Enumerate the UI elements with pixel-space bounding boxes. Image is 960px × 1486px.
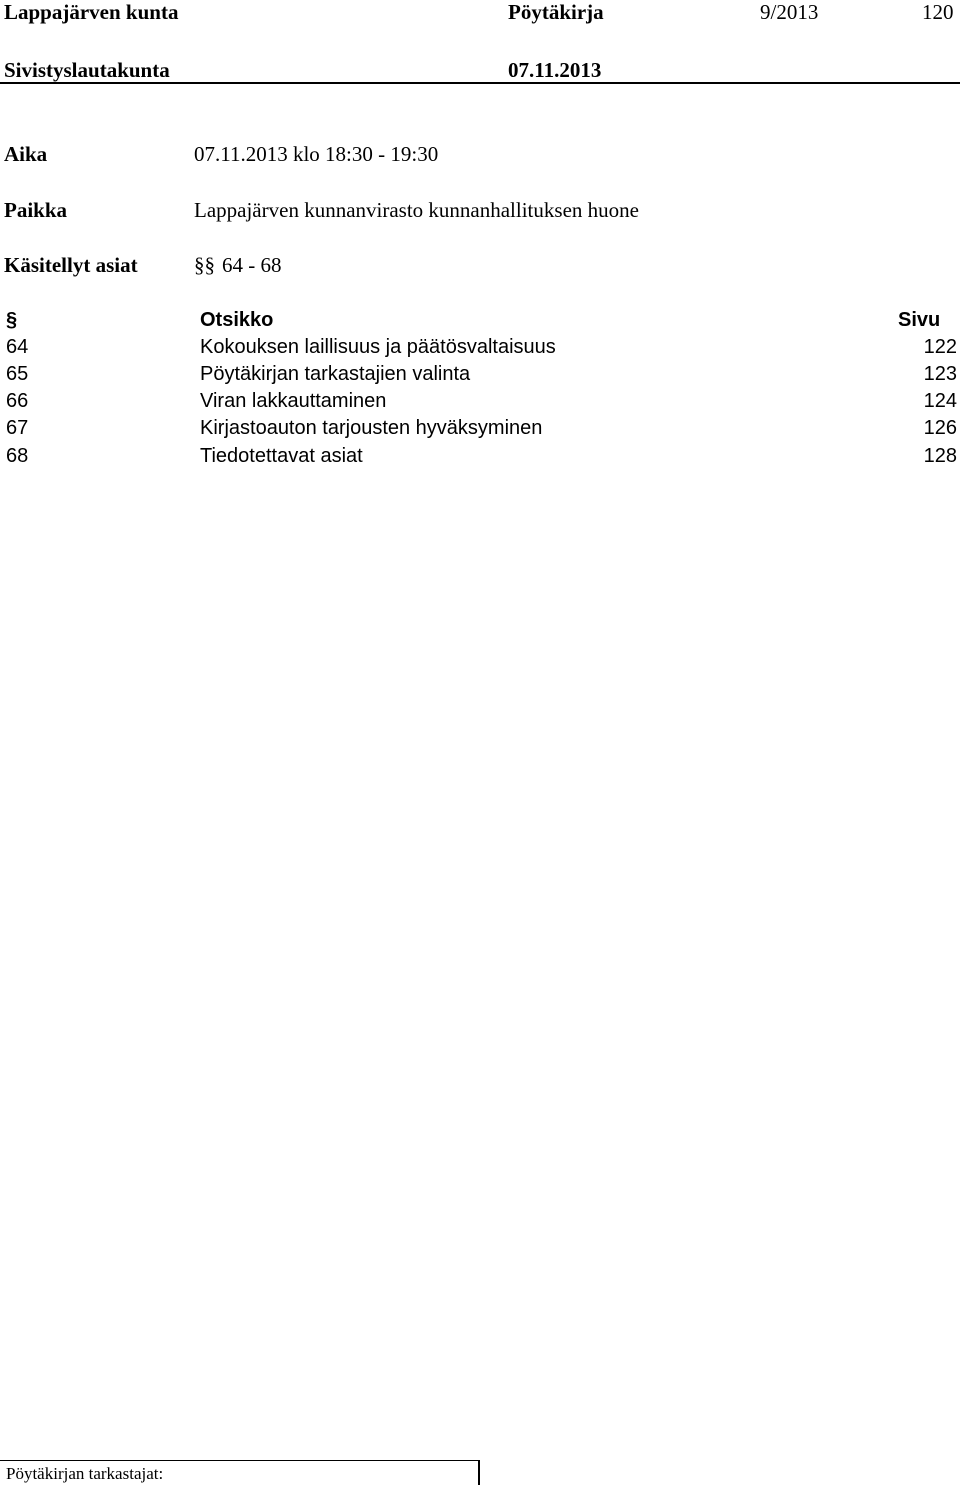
col-section-header: § <box>6 309 18 331</box>
col-page-header: Sivu <box>898 309 941 331</box>
row-title: Kokouksen laillisuus ja päätösvaltaisuus <box>200 336 556 358</box>
municipality-name: Lappajärven kunta <box>4 0 179 24</box>
document-number: 9/2013 <box>760 0 819 24</box>
col-title-header: Otsikko <box>200 309 274 331</box>
row-page: 128 <box>923 445 957 467</box>
table-row <box>0 445 960 472</box>
table-row <box>0 390 960 417</box>
table-row <box>0 336 960 363</box>
items-label: Käsitellyt asiat <box>4 253 138 277</box>
items-symbol: §§ <box>194 253 215 277</box>
meeting-date: 07.11.2013 <box>508 58 602 82</box>
document-type: Pöytäkirja <box>508 0 604 24</box>
header-divider <box>0 82 960 84</box>
row-page: 124 <box>923 390 957 412</box>
signature-box <box>0 1460 480 1485</box>
board-name: Sivistyslautakunta <box>4 58 170 82</box>
items-value: 64 - 68 <box>222 253 282 277</box>
place-label: Paikka <box>4 198 68 222</box>
row-number: 66 <box>6 390 29 412</box>
row-page: 123 <box>923 363 957 385</box>
row-page: 122 <box>923 336 957 358</box>
row-title: Kirjastoauton tarjousten hyväksyminen <box>200 417 543 439</box>
row-number: 67 <box>6 417 29 439</box>
row-number: 64 <box>6 336 29 358</box>
row-title: Pöytäkirjan tarkastajien valinta <box>200 363 471 385</box>
table-row <box>0 417 960 444</box>
row-title: Tiedotettavat asiat <box>200 445 363 467</box>
table-row <box>0 363 960 390</box>
row-number: 65 <box>6 363 29 385</box>
time-label: Aika <box>4 142 48 166</box>
footer-label: Pöytäkirjan tarkastajat: <box>6 1464 164 1483</box>
place-value: Lappajärven kunnanvirasto kunnanhallituksen huone <box>194 198 639 222</box>
row-title: Viran lakkauttaminen <box>200 390 387 412</box>
time-value: 07.11.2013 klo 18:30 - 19:30 <box>194 142 439 166</box>
page-number: 120 <box>922 0 954 24</box>
row-number: 68 <box>6 445 29 467</box>
row-page: 126 <box>923 417 957 439</box>
